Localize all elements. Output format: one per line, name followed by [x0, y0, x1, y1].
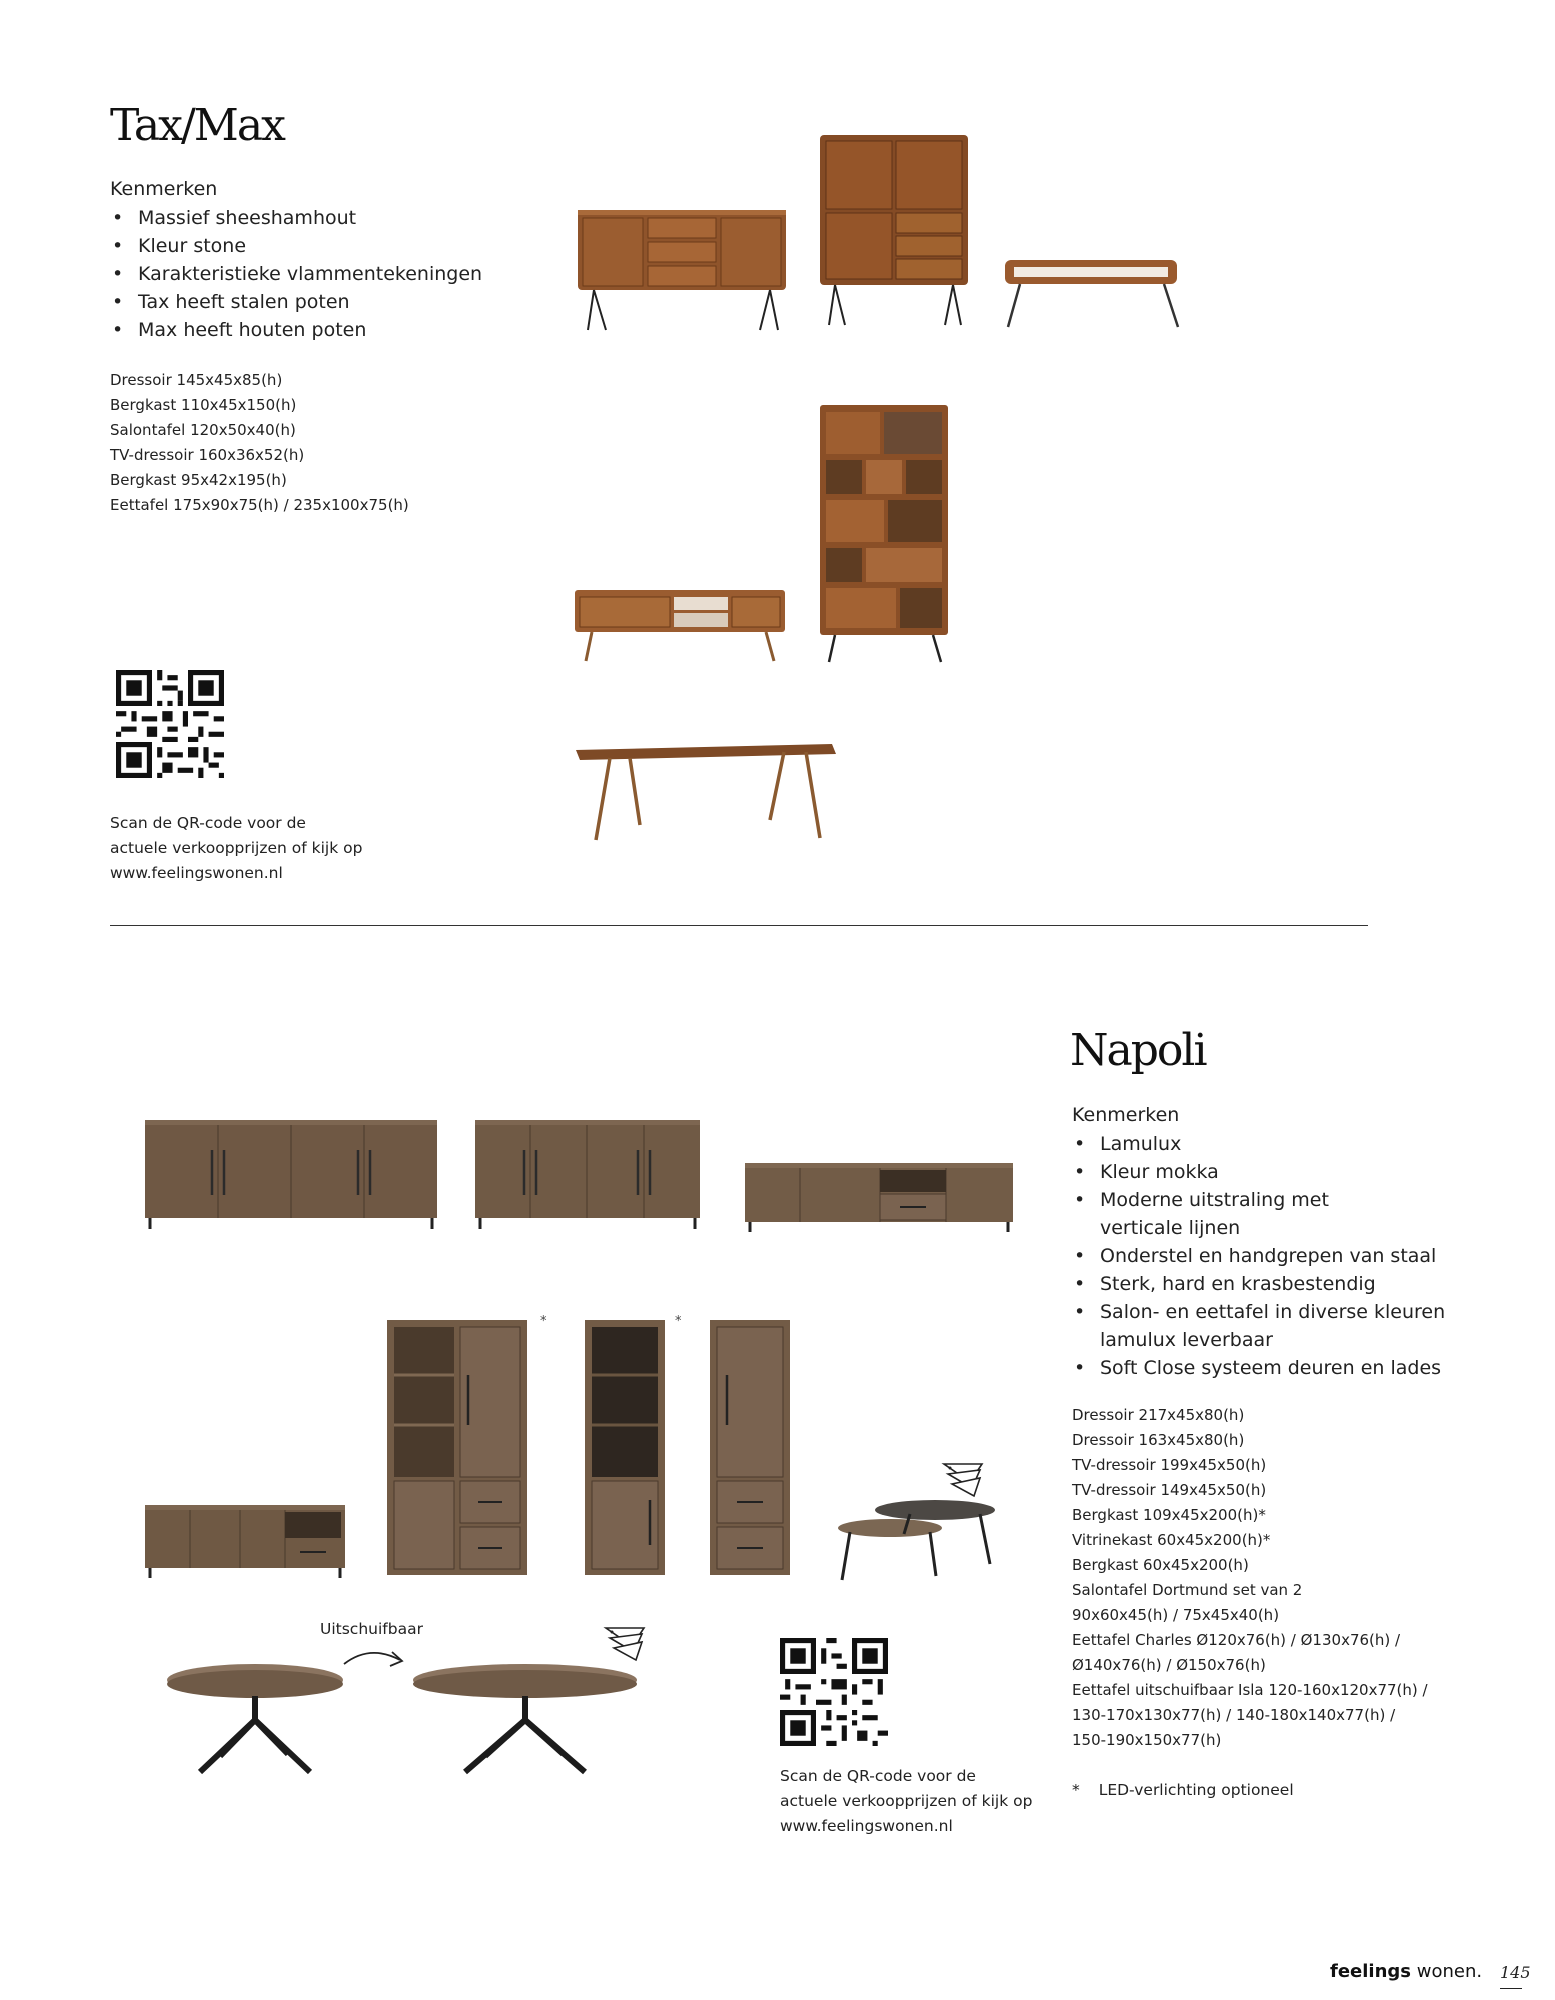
- dressoir-217-image: [140, 1115, 445, 1235]
- taxmax-scan-text: [110, 811, 362, 886]
- feature-item-continued: verticale lijnen: [1100, 1217, 1241, 1239]
- tv-dressoir-image: [570, 585, 795, 665]
- page-number-underline: [1500, 1988, 1522, 1989]
- spec-line: 90x60x45(h) / 75x45x40(h): [1072, 1606, 1280, 1624]
- scan-line[interactable]: www.feelingswonen.nl: [110, 864, 283, 882]
- feature-item-continued: lamulux leverbaar: [1100, 1329, 1273, 1351]
- spec-line: 130-170x130x77(h) / 140-180x140x77(h) /: [1072, 1706, 1396, 1724]
- spec-line: TV-dressoir 149x45x50(h): [1072, 1481, 1267, 1499]
- spec-line: Ø140x76(h) / Ø150x76(h): [1072, 1656, 1266, 1674]
- napoli-features-list: [1072, 1130, 1445, 1382]
- spec-line: Salontafel Dortmund set van 2: [1072, 1581, 1303, 1599]
- footer-brand: [1330, 1961, 1482, 1982]
- spec-line: Bergkast 110x45x150(h): [110, 396, 297, 414]
- scan-line: Scan de QR-code voor de: [780, 1767, 976, 1785]
- spec-line: Eettafel uitschuifbaar Isla 120-160x120x77(h) /: [1072, 1681, 1428, 1699]
- bergkast-star: *: [540, 1314, 547, 1329]
- napoli-features-heading: Kenmerken: [1072, 1104, 1180, 1126]
- feature-item: • Onderstel en handgrepen van staal: [1072, 1242, 1445, 1270]
- section-divider: [110, 925, 1368, 926]
- feature-item: • Kleur stone: [110, 232, 482, 260]
- feature-item: • Sterk, hard en krasbestendig: [1072, 1270, 1445, 1298]
- salontafel-dortmund-image: [830, 1490, 1000, 1590]
- spec-line: 150-190x150x77(h): [1072, 1731, 1222, 1749]
- feature-item: • Tax heeft stalen poten: [110, 288, 482, 316]
- feature-item: • Karakteristieke vlammentekeningen: [110, 260, 482, 288]
- scan-line: Scan de QR-code voor de: [110, 814, 306, 832]
- spec-line: Dressoir 217x45x80(h): [1072, 1406, 1245, 1424]
- bergkast-high-image: [815, 400, 955, 670]
- spec-line: Bergkast 60x45x200(h): [1072, 1556, 1249, 1574]
- spec-line: Vitrinekast 60x45x200(h)*: [1072, 1531, 1271, 1549]
- feature-item: • Max heeft houten poten: [110, 316, 482, 344]
- napoli-title: Napoli: [1070, 1025, 1206, 1076]
- scan-line: actuele verkoopprijzen of kijk op: [780, 1792, 1033, 1810]
- taxmax-qr-code[interactable]: [116, 670, 224, 778]
- napoli-qr-code[interactable]: [780, 1638, 888, 1746]
- taxmax-features-list: [110, 204, 482, 344]
- napoli-specs: [1072, 1403, 1428, 1753]
- taxmax-title: Tax/Max: [110, 100, 284, 151]
- brand-rest: wonen.: [1416, 1961, 1483, 1982]
- feature-item: • Massief sheeshamhout: [110, 204, 482, 232]
- napoli-scan-text: [780, 1764, 1032, 1839]
- vitrinekast-image: [580, 1315, 670, 1585]
- feature-item: • Salon- en eettafel in diverse kleuren: [1072, 1298, 1445, 1326]
- spec-line: TV-dressoir 160x36x52(h): [110, 446, 305, 464]
- feature-item: • Soft Close systeem deuren en lades: [1072, 1354, 1445, 1382]
- arrow-icon: [340, 1642, 410, 1672]
- spec-line: Dressoir 145x45x85(h): [110, 371, 283, 389]
- bergkast-109-image: [382, 1315, 532, 1585]
- page-number: 145: [1500, 1963, 1531, 1982]
- spec-line: Eettafel 175x90x75(h) / 235x100x75(h): [110, 496, 409, 514]
- eettafel-isla-image: [405, 1660, 645, 1780]
- spec-line: Dressoir 163x45x80(h): [1072, 1431, 1245, 1449]
- bergkast-image: [815, 130, 975, 330]
- vitrinekast-star: *: [675, 1314, 682, 1329]
- led-note-text: LED-verlichting optioneel: [1098, 1781, 1294, 1799]
- taxmax-features-heading: Kenmerken: [110, 178, 218, 200]
- tv-dressoir-199-image: [740, 1158, 1020, 1238]
- eettafel-charles-image: [160, 1660, 350, 1780]
- scan-line[interactable]: www.feelingswonen.nl: [780, 1817, 953, 1835]
- eettafel-image: [570, 730, 840, 850]
- led-star: *: [1072, 1781, 1080, 1799]
- spec-line: TV-dressoir 199x45x50(h): [1072, 1456, 1267, 1474]
- dressoir-163-image: [470, 1115, 705, 1235]
- dressoir-image: [570, 200, 795, 345]
- spec-line: Bergkast 95x42x195(h): [110, 471, 287, 489]
- feature-item: • Moderne uitstraling met: [1072, 1186, 1445, 1214]
- feature-item: • Kleur mokka: [1072, 1158, 1445, 1186]
- salontafel-image: [1000, 255, 1185, 335]
- taxmax-specs: [110, 368, 409, 518]
- led-note: [1072, 1781, 1294, 1799]
- scan-line: actuele verkoopprijzen of kijk op: [110, 839, 363, 857]
- extend-label: Uitschuifbaar: [320, 1620, 423, 1638]
- spec-line: Salontafel 120x50x40(h): [110, 421, 296, 439]
- brand-bold: feelings: [1330, 1961, 1411, 1982]
- tv-dressoir-149-image: [140, 1500, 350, 1585]
- bergkast-60-image: [705, 1315, 795, 1585]
- feature-item: • Lamulux: [1072, 1130, 1445, 1158]
- spec-line: Bergkast 109x45x200(h)*: [1072, 1506, 1266, 1524]
- spec-line: Eettafel Charles Ø120x76(h) / Ø130x76(h) /: [1072, 1631, 1401, 1649]
